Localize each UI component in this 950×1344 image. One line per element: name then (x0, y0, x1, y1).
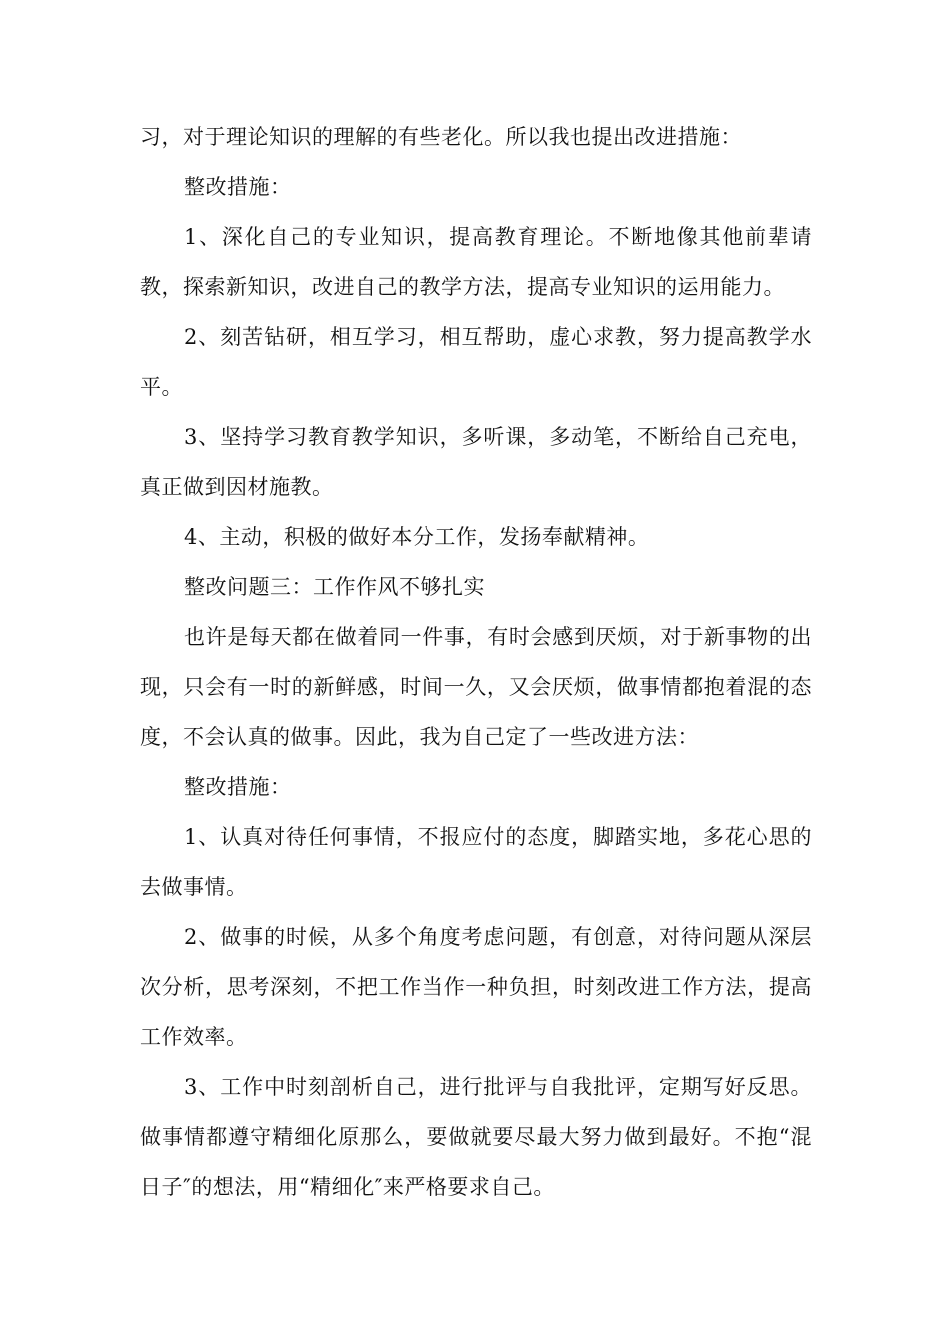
document-body (140, 112, 812, 1212)
measure-item-3: 3、坚持学习教育教学知识，多听课，多动笔，不断给自己充电，真正做到因材施教。 (140, 425, 812, 499)
heading-measures-2: 整改措施： (184, 775, 292, 799)
heading-problem-3: 整改问题三：工作作风不够扎实 (184, 575, 485, 599)
measure-2-item-1: 1、认真对待任何事情，不报应付的态度，脚踏实地，多花心思的去做事情。 (140, 825, 812, 899)
paragraph-continuation: 习，对于理论知识的理解的有些老化。所以我也提出改进措施： (140, 125, 742, 149)
measure-item-1: 1、深化自己的专业知识，提高教育理论。不断地像其他前辈请教，探索新知识，改进自己的教学方法，提高专业知识的运用能力。 (140, 225, 812, 299)
measure-2-item-3: 3、工作中时刻剖析自己，进行批评与自我批评，定期写好反思。做事情都遵守精细化原那么，要做就要尽最大努力做到最好。不抱“混日子″的想法，用“精细化″来严格要求自己。 (140, 1075, 812, 1199)
measure-item-2: 2、刻苦钻研，相互学习，相互帮助，虚心求教，努力提高教学水平。 (140, 325, 812, 399)
measure-item-4: 4、主动，积极的做好本分工作，发扬奉献精神。 (184, 525, 650, 549)
measure-2-item-2: 2、做事的时候，从多个角度考虑问题，有创意，对待问题从深层次分析，思考深刻，不把工作当作一种负担，时刻改进工作方法，提高工作效率。 (140, 925, 812, 1049)
problem-3-description: 也许是每天都在做着同一件事，有时会感到厌烦，对于新事物的出现，只会有一时的新鲜感，时间一久，又会厌烦，做事情都抱着混的态度，不会认真的做事。因此，我为自己定了一些改进方法： (140, 625, 812, 749)
heading-measures-1: 整改措施： (184, 175, 292, 199)
